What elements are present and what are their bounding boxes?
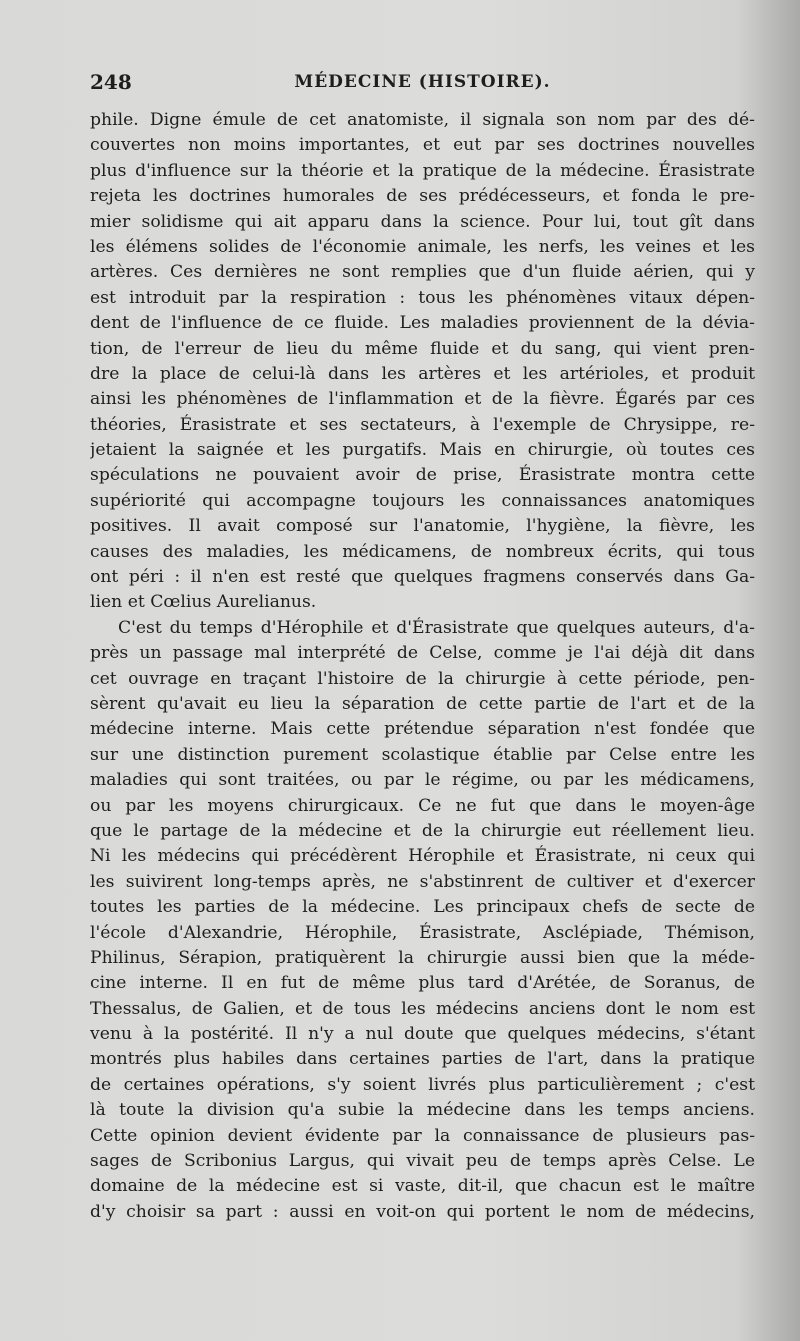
text-line: C'est du temps d'Hérophile et d'Érasistrate que quelques auteurs, d'a- xyxy=(118,617,755,638)
text-line: cet ouvrage en traçant l'histoire de la chirurgie à cette période, pen- xyxy=(90,668,755,689)
text-line: dent de l'influence de ce fluide. Les maladies proviennent de la dévia- xyxy=(90,313,755,334)
text-line: les élémens solides de l'économie animale, les nerfs, les veines et les xyxy=(90,236,755,257)
text-line: les suivirent long-temps après, ne s'abstinrent de cultiver et d'exercer xyxy=(90,871,755,892)
text-line: est introduit par la respiration : tous les phénomènes vitaux dépen- xyxy=(90,287,755,308)
text-line: positives. Il avait composé sur l'anatomie, l'hygiène, la fièvre, les xyxy=(90,516,755,537)
text-line: spéculations ne pouvaient avoir de prise, Érasistrate montra cette xyxy=(90,465,755,486)
text-line: Ni les médecins qui précédèrent Hérophile et Érasistrate, ni ceux qui xyxy=(90,846,755,867)
text-line: tion, de l'erreur de lieu du même fluide et du sang, qui vient pren- xyxy=(90,338,755,359)
text-line: dre la place de celui-là dans les artères et les artérioles, et produit xyxy=(90,363,755,384)
text-line: montrés plus habiles dans certaines parties de l'art, dans la pratique xyxy=(90,1049,755,1070)
text-line: sur une distinction purement scolastique établie par Celse entre les xyxy=(90,744,755,765)
text-line: couvertes non moins importantes, et eut par ses doctrines nouvelles xyxy=(90,135,755,156)
body-text xyxy=(90,108,755,1225)
text-line: artères. Ces dernières ne sont remplies que d'un fluide aérien, qui y xyxy=(90,262,755,283)
text-line: maladies qui sont traitées, ou par le régime, ou par les médicamens, xyxy=(90,770,755,791)
text-line: Thessalus, de Galien, et de tous les médecins anciens dont le nom est xyxy=(90,998,755,1019)
text-line: ainsi les phénomènes de l'inflammation et de la fièvre. Égarés par ces xyxy=(90,389,755,410)
text-line: théories, Érasistrate et ses sectateurs, à l'exemple de Chrysippe, re- xyxy=(90,414,755,435)
text-line: ou par les moyens chirurgicaux. Ce ne fut que dans le moyen-âge xyxy=(90,795,755,816)
text-line: toutes les parties de la médecine. Les principaux chefs de secte de xyxy=(90,897,755,918)
text-line: médecine interne. Mais cette prétendue séparation n'est fondée que xyxy=(90,719,755,740)
text-line: de certaines opérations, s'y soient livrés plus particulièrement ; c'est xyxy=(90,1074,755,1095)
text-line: Philinus, Sérapion, pratiquèrent la chirurgie aussi bien que la méde- xyxy=(90,947,755,968)
text-line: cine interne. Il en fut de même plus tard d'Arétée, de Soranus, de xyxy=(90,973,755,994)
text-line: lien et Cœlius Aurelianus. xyxy=(90,592,317,613)
text-line: jetaient la saignée et les purgatifs. Mais en chirurgie, où toutes ces xyxy=(90,440,755,461)
text-line: phile. Digne émule de cet anatomiste, il signala son nom par des dé- xyxy=(90,110,755,130)
text-line: venu à la postérité. Il n'y a nul doute que quelques médecins, s'étant xyxy=(90,1024,755,1045)
text-line: causes des maladies, les médicamens, de nombreux écrits, qui tous xyxy=(90,541,755,562)
text-line: plus d'influence sur la théorie et la pratique de la médecine. Érasistrate xyxy=(90,160,755,181)
page-number: 248 xyxy=(90,70,132,94)
text-line: l'école d'Alexandrie, Hérophile, Érasistrate, Asclépiade, Thémison, xyxy=(90,922,755,943)
text-line: sèrent qu'avait eu lieu la séparation de cette partie de l'art et de la xyxy=(90,693,755,714)
text-line: mier solidisme qui ait apparu dans la science. Pour lui, tout gît dans xyxy=(90,211,755,232)
text-line: rejeta les doctrines humorales de ses prédécesseurs, et fonda le pre- xyxy=(90,186,755,207)
text-line: domaine de la médecine est si vaste, dit-il, que chacun est le maître xyxy=(90,1176,755,1197)
text-line: que le partage de la médecine et de la chirurgie eut réellement lieu. xyxy=(90,820,755,841)
running-title: MÉDECINE (HISTOIRE). xyxy=(294,72,551,92)
text-line: là toute la division qu'a subie la médecine dans les temps anciens. xyxy=(90,1100,755,1121)
text-line: d'y choisir sa part : aussi en voit-on qui portent le nom de médecins, xyxy=(90,1201,755,1222)
text-line: Cette opinion devient évidente par la connaissance de plusieurs pas- xyxy=(90,1125,755,1146)
text-line: supériorité qui accompagne toujours les connaissances anatomiques xyxy=(90,490,755,511)
text-line: sages de Scribonius Largus, qui vivait peu de temps après Celse. Le xyxy=(90,1151,755,1172)
text-line: près un passage mal interprété de Celse, comme je l'ai déjà dit dans xyxy=(90,643,755,664)
text-line: ont péri : il n'en est resté que quelques fragmens conservés dans Ga- xyxy=(90,567,755,588)
page-header xyxy=(90,70,755,98)
